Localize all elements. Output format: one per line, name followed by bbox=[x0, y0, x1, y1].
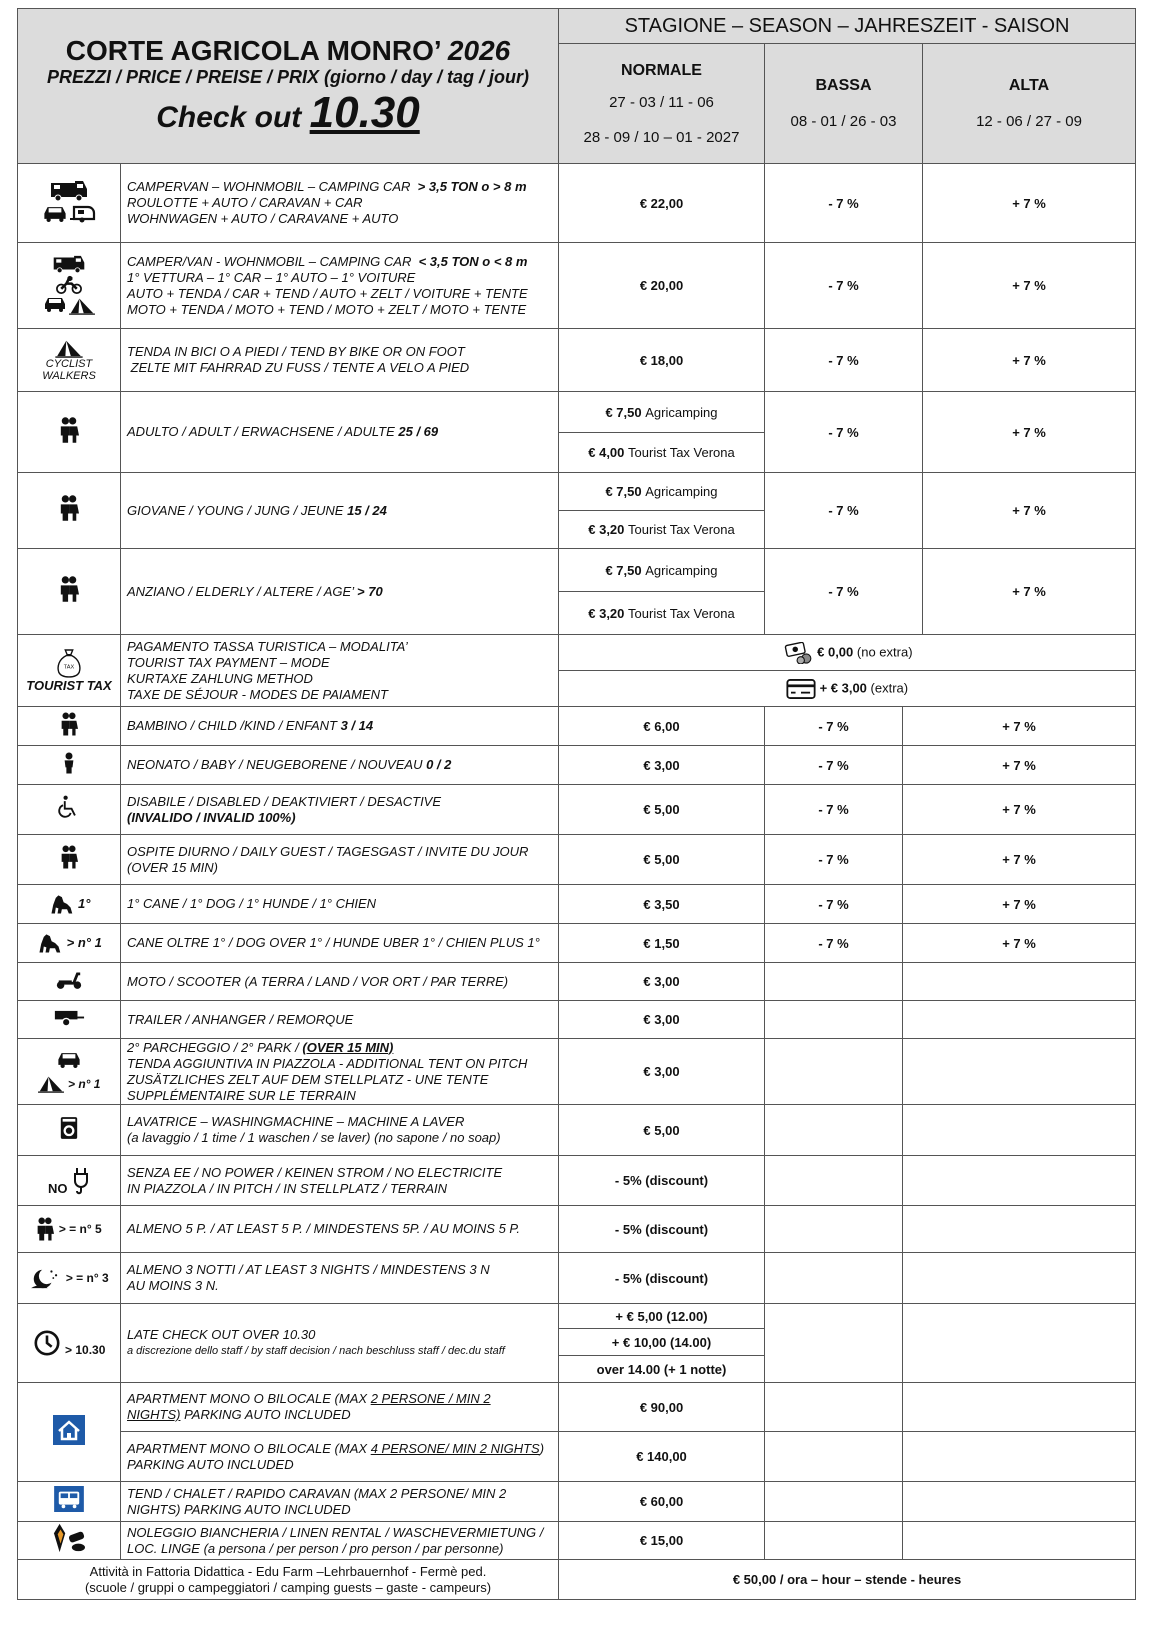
table-row bbox=[18, 549, 1136, 592]
price-normale: € 15,00 bbox=[559, 1522, 765, 1560]
price-2pm: + € 10,00 (14.00) bbox=[559, 1329, 765, 1356]
price-normale: € 5,00 bbox=[559, 785, 765, 835]
table-row bbox=[18, 707, 1136, 746]
caravan-icon bbox=[70, 205, 96, 223]
icon-label: 1° bbox=[78, 896, 91, 912]
price-tourist-tax: € 4,00 Tourist Tax Verona bbox=[559, 433, 765, 473]
price-bassa: - 7 % bbox=[765, 329, 923, 392]
washing-machine-icon bbox=[59, 1115, 79, 1141]
season-header: STAGIONE – SEASON – JAHRESZEIT - SAISON bbox=[559, 9, 1136, 44]
people-icon bbox=[59, 494, 79, 522]
price-normale: € 60,00 bbox=[559, 1482, 765, 1522]
price-bassa: - 7 % bbox=[765, 835, 903, 885]
table-row bbox=[18, 885, 1136, 924]
price-bassa: - 7 % bbox=[765, 785, 903, 835]
row-description: NOLEGGIO BIANCHERIA / LINEN RENTAL / WASCHEVERMIETUNG / LOC. LINGE (a persona / per person / pro person / par personne) bbox=[121, 1522, 559, 1560]
table-row bbox=[18, 746, 1136, 785]
row-description: ANZIANO / ELDERLY / ALTERE / AGE’ > 70 bbox=[121, 549, 559, 635]
credit-card-icon bbox=[786, 679, 816, 699]
row-description: OSPITE DIURNO / DAILY GUEST / TAGESGAST / INVITE DU JOUR (OVER 15 MIN) bbox=[121, 835, 559, 885]
price-alta: + 7 % bbox=[903, 924, 1136, 963]
icon-label: > = n° 5 bbox=[58, 1222, 102, 1237]
people-icon bbox=[59, 575, 79, 603]
price-bassa: - 7 % bbox=[765, 392, 923, 473]
price-normale: € 3,00 bbox=[559, 746, 765, 785]
table-row bbox=[18, 963, 1136, 1001]
checkout-time: Check out 10.30 bbox=[156, 87, 420, 137]
tax-card: + € 3,00 (extra) bbox=[559, 671, 1136, 707]
price-bassa: - 7 % bbox=[765, 164, 923, 243]
page-subtitle: PREZZI / PRICE / PREISE / PRIX (giorno / day / tag / jour) bbox=[46, 66, 530, 87]
row-description: BAMBINO / CHILD /KIND / ENFANT 3 / 14 bbox=[121, 707, 559, 746]
price-alta: + 7 % bbox=[923, 392, 1136, 473]
trailer-icon bbox=[53, 1008, 85, 1027]
table-row bbox=[18, 1156, 1136, 1206]
row-description: NEONATO / BABY / NEUGEBORENE / NOUVEAU 0 / 2 bbox=[121, 746, 559, 785]
icon-label: CYCLIST WALKERS bbox=[42, 358, 96, 382]
table-row bbox=[18, 164, 1136, 243]
table-row bbox=[18, 1482, 1136, 1522]
linen-icon bbox=[50, 1522, 88, 1554]
row-description: ALMENO 5 P. / AT LEAST 5 P. / MINDESTENS 5P. / AU MOINS 5 P. bbox=[121, 1206, 559, 1253]
price-agricamping: € 7,50 Agricamping bbox=[559, 549, 765, 592]
table-row bbox=[18, 243, 1136, 329]
price-alta: + 7 % bbox=[923, 329, 1136, 392]
price-bassa: - 7 % bbox=[765, 549, 923, 635]
price-bassa: - 7 % bbox=[765, 924, 903, 963]
row-description: DISABILE / DISABLED / DEAKTIVIERT / DESACTIVE (INVALIDO / INVALID 100%) bbox=[121, 785, 559, 835]
icon-label: TOURIST TAX bbox=[26, 678, 112, 693]
row-description: ALMENO 3 NOTTI / AT LEAST 3 NIGHTS / MINDESTENS 3 N AU MOINS 3 N. bbox=[121, 1253, 559, 1304]
row-description: APARTMENT MONO O BILOCALE (MAX 4 PERSONE/ MIN 2 NIGHTS) PARKING AUTO INCLUDED bbox=[121, 1432, 559, 1482]
price-bassa: - 7 % bbox=[765, 473, 923, 549]
row-description: MOTO / SCOOTER (A TERRA / LAND / VOR ORT / PAR TERRE) bbox=[121, 963, 559, 1001]
row-description: CAMPER/VAN - WOHNMOBIL – CAMPING CAR < 3,5 TON o < 8 m 1° VETTURA – 1° CAR – 1° AUTO – 1° VOITURE AUTO + TENDA / CAR + TEND / AUTO + ZELT / VOITURE + TENTE MOTO + TENDA / MOTO + TEND / MOTO + ZELT / MOTO + TENTE bbox=[121, 243, 559, 329]
price-normale: € 90,00 bbox=[559, 1383, 765, 1432]
row-description: TEND / CHALET / RAPIDO CARAVAN (MAX 2 PERSONE/ MIN 2 NIGHTS) PARKING AUTO INCLUDED bbox=[121, 1482, 559, 1522]
table-row bbox=[18, 835, 1136, 885]
price-normale: € 140,00 bbox=[559, 1432, 765, 1482]
price-normale: € 3,00 bbox=[559, 1039, 765, 1105]
camper-icon bbox=[49, 179, 89, 201]
price-normale: € 1,50 bbox=[559, 924, 765, 963]
table-row bbox=[18, 392, 1136, 433]
header-title-block bbox=[18, 9, 559, 164]
price-tourist-tax: € 3,20 Tourist Tax Verona bbox=[559, 511, 765, 549]
tent-icon bbox=[69, 296, 95, 315]
table-row bbox=[18, 924, 1136, 963]
price-alta: + 7 % bbox=[923, 243, 1136, 329]
car-icon bbox=[56, 1051, 82, 1068]
table-row bbox=[18, 1206, 1136, 1253]
table-row bbox=[18, 1105, 1136, 1156]
icon-label: > 10.30 bbox=[65, 1343, 106, 1357]
price-normale: € 3,50 bbox=[559, 885, 765, 924]
table-row bbox=[18, 1253, 1136, 1304]
price-alta: + 7 % bbox=[903, 835, 1136, 885]
icon-label: > n° 1 bbox=[66, 935, 102, 951]
baby-icon bbox=[62, 751, 76, 775]
camper-icon bbox=[52, 254, 86, 273]
page-title: CORTE AGRICOLA MONRO’ 2026 bbox=[65, 34, 511, 66]
table-row bbox=[18, 1432, 1136, 1482]
row-description: SENZA EE / NO POWER / KEINEN STROM / NO ELECTRICITE IN PIAZZOLA / IN PITCH / IN STELLPLATZ / TERRAIN bbox=[121, 1156, 559, 1206]
table-row bbox=[18, 1304, 1136, 1329]
price-bassa: - 7 % bbox=[765, 243, 923, 329]
footer-row bbox=[18, 1560, 1136, 1600]
price-table bbox=[17, 8, 1136, 1600]
price-agricamping: € 7,50 Agricamping bbox=[559, 473, 765, 511]
table-row bbox=[18, 785, 1136, 835]
price-alta: + 7 % bbox=[903, 746, 1136, 785]
row-description: TRAILER / ANHANGER / REMORQUE bbox=[121, 1001, 559, 1039]
price-normale: € 3,00 bbox=[559, 1001, 765, 1039]
price-normale: - 5% (discount) bbox=[559, 1156, 765, 1206]
price-normale: € 5,00 bbox=[559, 1105, 765, 1156]
moon-icon bbox=[29, 1266, 61, 1290]
table-row bbox=[18, 1039, 1136, 1105]
people-icon bbox=[60, 844, 78, 870]
row-description: CAMPERVAN – WOHNMOBIL – CAMPING CAR > 3,5 TON o > 8 m ROULOTTE + AUTO / CARAVAN + CAR WOHNWAGEN + AUTO / CARAVANE + AUTO bbox=[121, 164, 559, 243]
tent-icon bbox=[55, 338, 83, 358]
price-normale: € 6,00 bbox=[559, 707, 765, 746]
people-icon bbox=[60, 711, 78, 737]
row-description: TENDA IN BICI O A PIEDI / TEND BY BIKE OR ON FOOT ZELTE MIT FAHRRAD ZU FUSS / TENTE A VELO A PIED bbox=[121, 329, 559, 392]
wheelchair-icon bbox=[58, 794, 80, 820]
price-over-2pm: over 14.00 (+ 1 notte) bbox=[559, 1356, 765, 1383]
season-normale: NORMALE 27 - 03 / 11 - 06 28 - 09 / 10 – 01 - 2027 bbox=[559, 44, 765, 164]
row-description: 1° CANE / 1° DOG / 1° HUNDE / 1° CHIEN bbox=[121, 885, 559, 924]
icon-label: > n° 1 bbox=[67, 1076, 101, 1091]
icon-label: > = n° 3 bbox=[65, 1271, 109, 1286]
price-bassa: - 7 % bbox=[765, 746, 903, 785]
table-row bbox=[18, 329, 1136, 392]
price-alta: + 7 % bbox=[923, 164, 1136, 243]
table-row bbox=[18, 635, 1136, 671]
price-normale: € 20,00 bbox=[559, 243, 765, 329]
tent-icon bbox=[38, 1074, 64, 1093]
house-icon bbox=[53, 1415, 85, 1445]
cash-icon bbox=[782, 642, 814, 664]
price-alta: + 7 % bbox=[903, 707, 1136, 746]
row-description: APARTMENT MONO O BILOCALE (MAX 2 PERSONE / MIN 2 NIGHTS) PARKING AUTO INCLUDED bbox=[121, 1383, 559, 1432]
price-normale: - 5% (discount) bbox=[559, 1206, 765, 1253]
people-icon bbox=[36, 1216, 54, 1242]
price-normale: - 5% (discount) bbox=[559, 1253, 765, 1304]
price-normale: € 18,00 bbox=[559, 329, 765, 392]
footer-description: Attività in Fattoria Didattica - Edu Farm –Lehrbauernhof - Fermè ped. (scuole / gruppi o campeggiatori / camping guests – gaste - campeurs) bbox=[18, 1560, 559, 1600]
price-normale: € 3,00 bbox=[559, 963, 765, 1001]
price-normale: € 22,00 bbox=[559, 164, 765, 243]
footer-price: € 50,00 / ora – hour – stende - heures bbox=[559, 1560, 1136, 1600]
scooter-icon bbox=[55, 969, 83, 990]
table-row bbox=[18, 1001, 1136, 1039]
price-alta: + 7 % bbox=[903, 885, 1136, 924]
plug-icon bbox=[72, 1166, 90, 1196]
car-icon bbox=[43, 296, 67, 312]
table-row bbox=[18, 473, 1136, 511]
row-description: 2° PARCHEGGIO / 2° PARK / (OVER 15 MIN) TENDA AGGIUNTIVA IN PIAZZOLA - ADDITIONAL TENT ON PITCH ZUSÄTZLICHES ZELT AUF DEM STELLPLATZ - UNE TENTE SUPPLÉMENTAIRE SUR LE TERRAIN bbox=[121, 1039, 559, 1105]
price-noon: + € 5,00 (12.00) bbox=[559, 1304, 765, 1329]
price-alta: + 7 % bbox=[923, 549, 1136, 635]
price-agricamping: € 7,50 Agricamping bbox=[559, 392, 765, 433]
motorbike-icon bbox=[56, 275, 82, 294]
price-normale: € 5,00 bbox=[559, 835, 765, 885]
price-bassa: - 7 % bbox=[765, 885, 903, 924]
price-alta: + 7 % bbox=[903, 785, 1136, 835]
row-description: ADULTO / ADULT / ERWACHSENE / ADULTE 25 / 69 bbox=[121, 392, 559, 473]
row-description: CANE OLTRE 1° / DOG OVER 1° / HUNDE UBER 1° / CHIEN PLUS 1° bbox=[121, 924, 559, 963]
icon-label: NO bbox=[48, 1180, 68, 1196]
people-icon bbox=[59, 416, 79, 444]
row-description: LATE CHECK OUT OVER 10.30 a discrezione dello staff / by staff decision / nach beschluss staff / dec.du staff bbox=[121, 1304, 559, 1383]
row-description: PAGAMENTO TASSA TURISTICA – MODALITA’ TOURIST TAX PAYMENT – MODE KURTAXE ZAHLUNG METHOD TAXE DE SÉJOUR - MODES DE PAIAMENT bbox=[121, 635, 559, 707]
price-bassa: - 7 % bbox=[765, 707, 903, 746]
price-tourist-tax: € 3,20 Tourist Tax Verona bbox=[559, 592, 765, 635]
caravan-icon bbox=[54, 1486, 84, 1512]
row-description: GIOVANE / YOUNG / JUNG / JEUNE 15 / 24 bbox=[121, 473, 559, 549]
tax-cash: € 0,00 (no extra) bbox=[559, 635, 1136, 671]
clock-icon bbox=[33, 1329, 61, 1357]
table-row bbox=[18, 1383, 1136, 1432]
table-row bbox=[18, 1522, 1136, 1560]
tax-bag-icon bbox=[56, 648, 82, 678]
dog-icon bbox=[48, 892, 74, 916]
price-alta: + 7 % bbox=[923, 473, 1136, 549]
season-alta: ALTA 12 - 06 / 27 - 09 bbox=[923, 44, 1136, 164]
dog-icon bbox=[36, 931, 62, 955]
season-bassa: BASSA 08 - 01 / 26 - 03 bbox=[765, 44, 923, 164]
car-icon bbox=[42, 205, 68, 222]
row-description: LAVATRICE – WASHINGMACHINE – MACHINE A LAVER (a lavaggio / 1 time / 1 waschen / se laver) (no sapone / no soap) bbox=[121, 1105, 559, 1156]
